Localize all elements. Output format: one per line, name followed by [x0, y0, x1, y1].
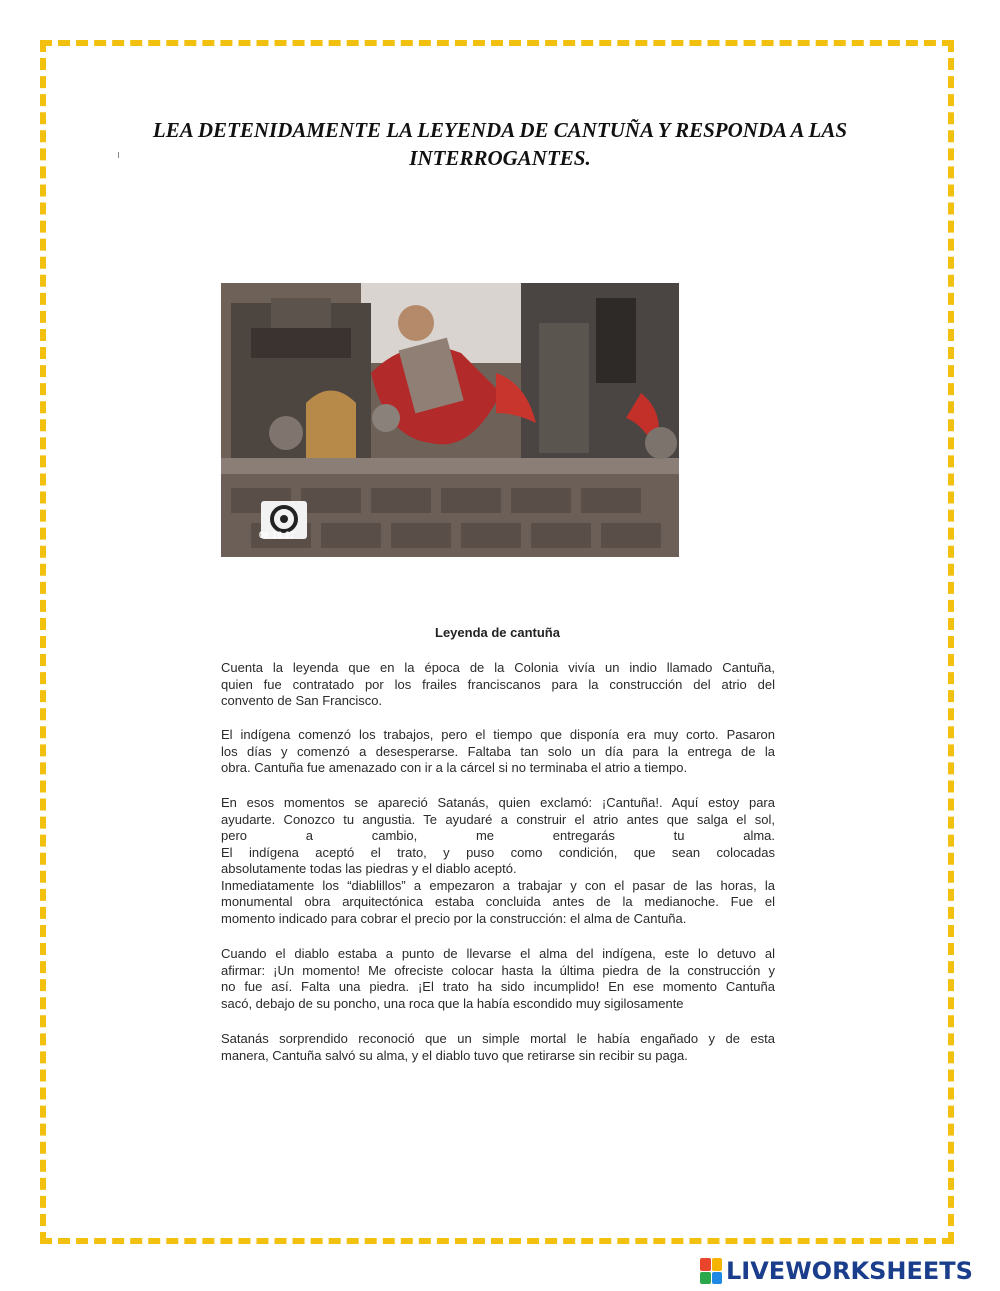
stray-mark: [118, 152, 119, 158]
legend-paragraph: [221, 1031, 775, 1064]
legend-line: El indígena aceptó el trato, y puso como condición, que sean colocadas: [221, 844, 775, 860]
legend-paragraph: [221, 660, 775, 710]
legend-line: Satanás sorprendido reconoció que un simple mortal le había engañado y de esta: [221, 1031, 775, 1046]
legend-line: absolutamente todas las piedras y el diablo aceptó.: [221, 861, 517, 876]
legend-line: ayudarte. Conozco tu angustia. Te ayudaré a construir el atrio antes que salga el sol,: [221, 811, 775, 827]
liveworksheets-brand: LIVEWORKSHEETS: [726, 1257, 973, 1285]
legend-line: afirmar: ¡Un momento! Me ofreciste colocar hasta la última piedra de la construcción y: [221, 962, 775, 978]
legend-line: manera, Cantuña salvó su alma, y el diablo tuvo que retirarse sin recibir su paga.: [221, 1047, 688, 1063]
legend-line: Cuenta la leyenda que en la época de la Colonia vivía un indio llamado Cantuña,: [221, 660, 775, 675]
worksheet-heading: [100, 116, 900, 172]
heading-line-1: LEA DETENIDAMENTE LA LEYENDA DE CANTUÑA Y RESPONDA A LAS: [152, 118, 848, 142]
legend-line: convento de San Francisco.: [221, 693, 383, 708]
liveworksheets-logo: [700, 1258, 973, 1284]
legend-line: los días y comenzó a desesperarse. Faltaba tan solo un día para la entrega de la: [221, 743, 775, 759]
liveworksheets-blocks-icon: [700, 1258, 722, 1284]
legend-paragraph: [221, 946, 775, 1012]
legend-paragraph: [221, 727, 775, 777]
legend-line: pero a cambio, me entregarás tu alma.: [221, 828, 775, 843]
legend-line: monumental obra arquitectónica estaba concluida antes de la medianoche. Fue el: [221, 894, 775, 909]
legend-line: En esos momentos se apareció Satanás, quien exclamó: ¡Cantuña!. Aquí estoy para: [221, 795, 775, 810]
legend-line: Inmediatamente los “diablillos” a empezaron a trabajar y con el pasar de las horas, la: [221, 877, 775, 893]
video-timestamp: 06:18:27: [259, 530, 296, 540]
legend-line: El indígena comenzó los trabajos, pero el tiempo que disponía era muy corto. Pasaron: [221, 727, 775, 742]
legend-title: Leyenda de cantuña: [435, 625, 560, 640]
legend-line: obra. Cantuña fue amenazado con ir a la cárcel si no terminaba el atrio a tiempo.: [221, 760, 688, 775]
legend-paragraph: [221, 795, 775, 927]
legend-photo: [221, 283, 679, 557]
legend-line: quien fue contratado por los frailes franciscanos para la construcción del atrio del: [221, 676, 775, 692]
heading-line-2: INTERROGANTES.: [409, 146, 591, 170]
legend-line: no fue así. Falta una piedra. ¡El trato ha sido incumplido! En ese momento Cantuña: [221, 979, 775, 994]
legend-line: sacó, debajo de su poncho, una roca que la había escondido muy sigilosamente: [221, 995, 684, 1011]
legend-line: Cuando el diablo estaba a punto de llevarse el alma del indígena, este lo detuvo al: [221, 946, 775, 961]
legend-line: momento indicado para cobrar el precio por la construcción: el alma de Cantuña.: [221, 910, 687, 926]
